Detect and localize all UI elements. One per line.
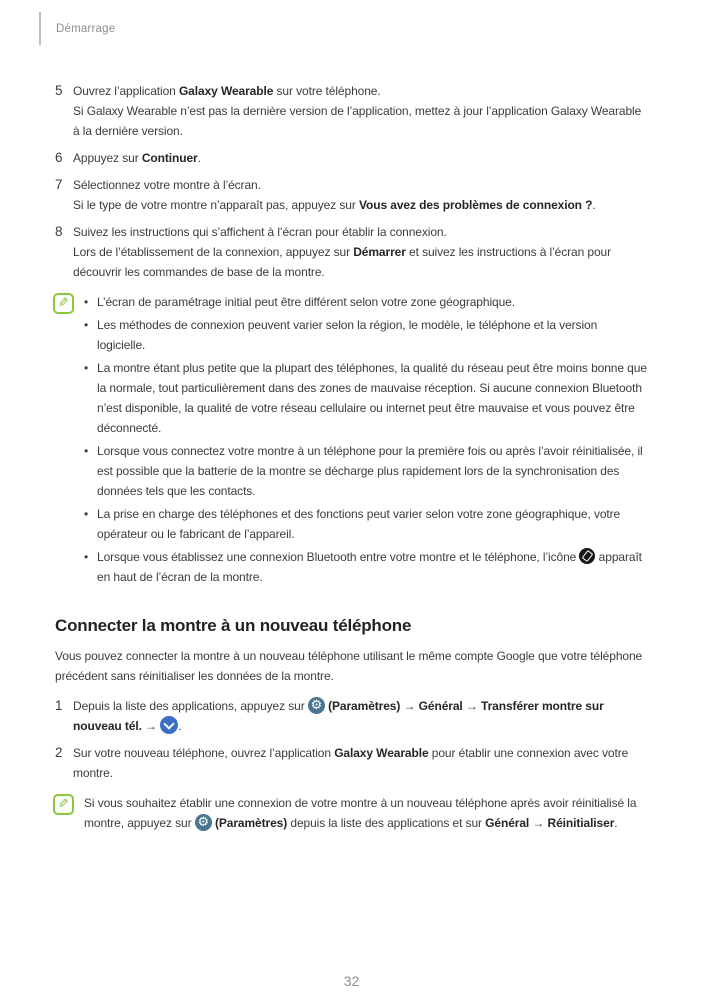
text: → [462, 699, 482, 713]
text: Lorsque vous connectez votre montre à un téléphone pour la première fois ou après l’avoir réinitialisée, il est possible que la batterie de la montre se décharge plus rapidement lors de la synchronisation des données tels que les contacts. [97, 444, 643, 498]
note-box-setup [55, 292, 648, 590]
note-bullet [84, 504, 648, 544]
text: Sur votre nouveau téléphone, ouvrez l’application [73, 746, 335, 760]
bold-text: Galaxy Wearable [334, 746, 429, 760]
bold-text: Transférer montre sur nouveau tél. [73, 699, 604, 733]
step-number: 8 [55, 224, 63, 239]
text: → [141, 719, 161, 733]
step-number: 2 [55, 745, 63, 760]
bold-text: Démarrer [353, 245, 406, 259]
step-paragraph [73, 242, 648, 282]
page-number: 32 [343, 973, 360, 989]
note-paragraph [84, 793, 648, 833]
text: La prise en charge des téléphones et des fonctions peut varier selon votre zone géographique, votre opérateur ou le fabricant de l’appareil. [97, 507, 621, 541]
text: La montre étant plus petite que la plupart des téléphones, la qualité du réseau peut être moins bonne que la normale, tout particulièrement dans des zones de mauvaise réception. Si aucune connexion Bluetooth n’est disponible, la qualité de votre réseau cellulaire ou internet peut être mauvaise et vous pouvez être déconnecté. [97, 361, 647, 435]
step-number: 5 [55, 83, 63, 98]
text: → [529, 816, 548, 830]
step-item [55, 175, 648, 215]
note-bullet-text [97, 441, 648, 501]
bold-text: Réinitialiser [547, 816, 615, 830]
step-number: 7 [55, 177, 63, 192]
text: et suivez les instructions à l’écran pour découvrir les commandes de base de la montre. [73, 245, 612, 279]
bullet-dot: • [84, 507, 89, 521]
section-heading: Connecter la montre à un nouveau téléphone [55, 616, 412, 635]
text: . [197, 151, 201, 165]
note-bullet-text [97, 504, 648, 544]
step-item [55, 148, 648, 168]
note-bullet-text [97, 292, 515, 312]
step-number: 6 [55, 150, 63, 165]
page-footer [0, 973, 703, 989]
step-body [73, 696, 648, 736]
note-bullet-text [97, 315, 648, 355]
step-item [55, 222, 648, 282]
text: Suivez les instructions qui s’affichent à l’écran pour établir la connexion. [73, 225, 447, 239]
text: Ouvrez l’application [73, 84, 179, 98]
text: apparaît en haut de l’écran de la montre. [97, 550, 642, 584]
step-paragraph [73, 175, 648, 195]
step-paragraph [73, 101, 648, 141]
note-bullet-text [97, 547, 648, 587]
note-bullet [84, 315, 648, 355]
chevron-down-circle-icon [160, 716, 178, 734]
step-body [73, 222, 648, 282]
text: Appuyez sur [73, 151, 142, 165]
phone-connected-icon [579, 548, 595, 564]
text: . [178, 719, 182, 733]
step-paragraph [73, 696, 648, 736]
step-number: 1 [55, 698, 63, 713]
bullet-dot: • [84, 361, 89, 375]
text: Vous pouvez connecter la montre à un nouveau téléphone utilisant le même compte Google que votre téléphone précédent sans réinitialiser les données de la montre. [55, 649, 643, 683]
step-paragraph [73, 148, 648, 168]
text: depuis la liste des applications et sur [287, 816, 486, 830]
step-body [73, 743, 648, 783]
step-list-setup [55, 81, 648, 282]
text: pour établir une connexion avec votre montre. [73, 746, 629, 780]
settings-gear-icon [195, 814, 212, 831]
text: Lors de l’établissement de la connexion, appuyez sur [73, 245, 354, 259]
text: Si le type de votre montre n’apparaît pas, appuyez sur [73, 198, 359, 212]
note-bullet [84, 358, 648, 438]
settings-gear-icon [308, 697, 325, 714]
step-paragraph [73, 195, 648, 215]
text: Si vous souhaitez établir une connexion de votre montre à un nouveau téléphone après avoir réinitialisé la montre, appuyez sur [84, 796, 637, 830]
note-bullet [84, 547, 648, 587]
text: . [592, 198, 596, 212]
note-pencil-icon [53, 293, 74, 314]
text: Si Galaxy Wearable n’est pas la dernière version de l’application, mettez à jour l’application Galaxy Wearable à la dernière version. [73, 104, 642, 138]
bold-text: (Paramètres) [328, 699, 401, 713]
step-paragraph [73, 222, 648, 242]
note-pencil-icon [53, 794, 74, 815]
bold-text: Galaxy Wearable [178, 84, 274, 98]
step-item [55, 81, 648, 141]
note-bullet [84, 292, 648, 312]
note-bullet-text [97, 358, 648, 438]
bullet-dot: • [84, 318, 89, 332]
step-body [73, 148, 648, 168]
bullet-dot: • [84, 295, 89, 309]
note-bullet [84, 441, 648, 501]
step-item [55, 743, 648, 783]
step-item [55, 696, 648, 736]
text: Lorsque vous établissez une connexion Bluetooth entre votre montre et le téléphone, l’icône [97, 550, 580, 564]
text: . [614, 816, 618, 830]
note-body [84, 292, 648, 590]
bold-text: Vous avez des problèmes de connexion ? [359, 198, 593, 212]
text: Depuis la liste des applications, appuyez sur [73, 699, 308, 713]
text: → [400, 699, 419, 713]
manual-page [0, 12, 703, 989]
bold-text: Continuer [141, 151, 198, 165]
section-intro [55, 646, 648, 686]
text: Sélectionnez votre montre à l’écran. [73, 178, 261, 192]
bullet-dot: • [84, 550, 89, 564]
bold-text: (Paramètres) [214, 816, 288, 830]
step-paragraph [73, 743, 648, 783]
step-body [73, 175, 648, 215]
note-body [84, 793, 648, 833]
page-content [0, 45, 703, 833]
text: sur votre téléphone. [273, 84, 381, 98]
step-list-new-phone [55, 696, 648, 783]
text: Les méthodes de connexion peuvent varier selon la région, le modèle, le téléphone et la version logicielle. [97, 318, 598, 352]
text: L’écran de paramétrage initial peut être différent selon votre zone géographique. [97, 295, 515, 309]
bold-text: Général [418, 699, 463, 713]
chapter-label: Démarrage [56, 22, 116, 35]
note-box-new-phone [55, 793, 648, 833]
bullet-dot: • [84, 444, 89, 458]
page-header [39, 12, 703, 45]
step-body [73, 81, 648, 141]
bold-text: Général [485, 816, 530, 830]
step-paragraph [73, 81, 648, 101]
